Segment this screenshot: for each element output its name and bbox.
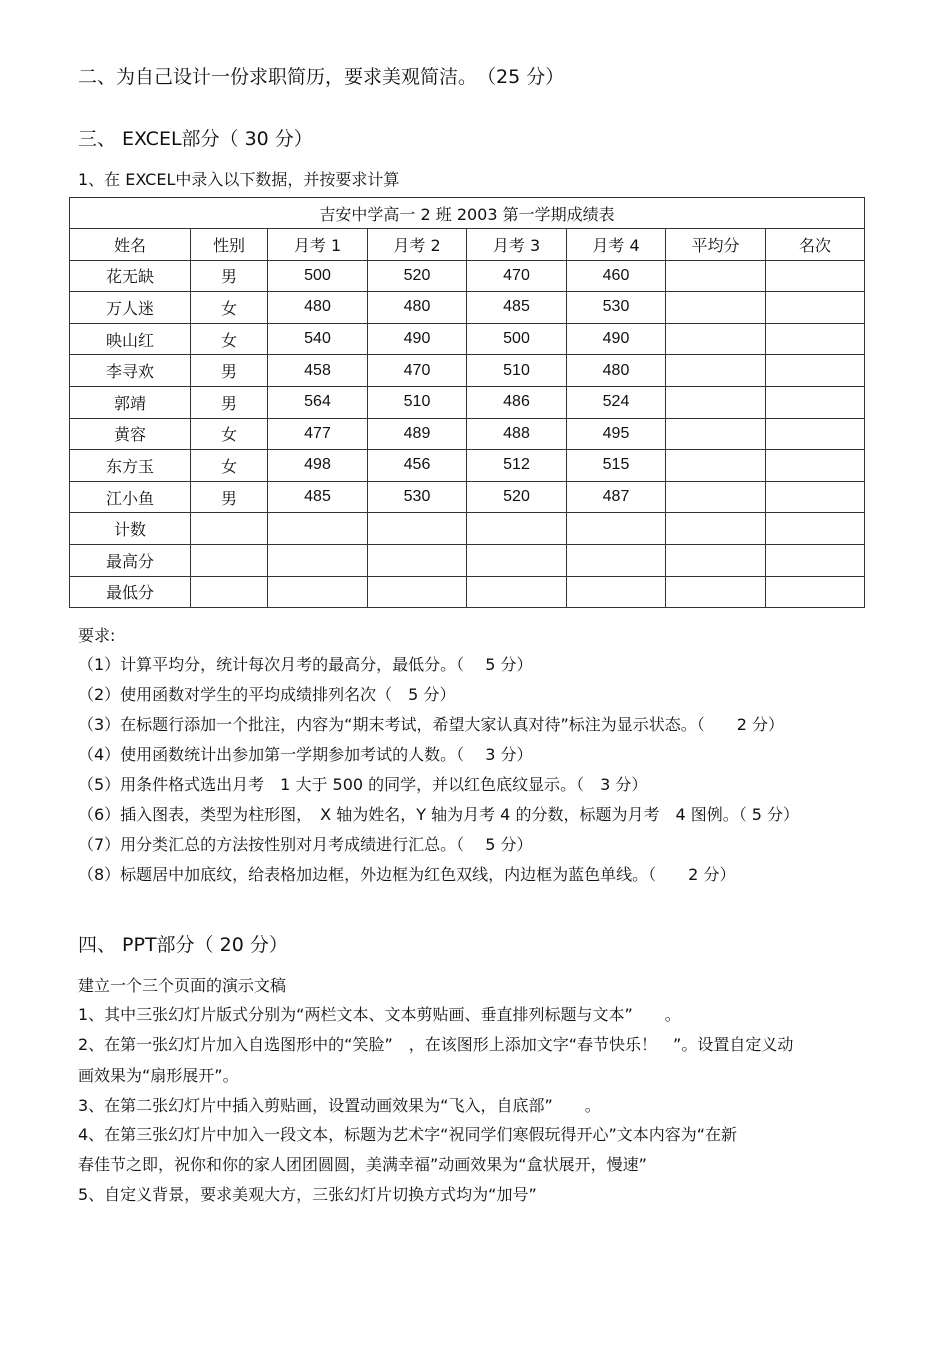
table-cell[interactable]: 男	[191, 386, 268, 418]
ppt-intro: 建立一个三个页面的演示文稿	[78, 976, 287, 995]
table-cell[interactable]	[666, 481, 766, 513]
table-cell[interactable]	[766, 481, 865, 513]
table-cell[interactable]: 530	[368, 481, 467, 513]
table-cell[interactable]: 512	[467, 450, 567, 482]
table-cell[interactable]	[567, 576, 666, 608]
table-cell[interactable]: 540	[268, 323, 368, 355]
table-row	[70, 292, 865, 324]
requirement-item: （1）计算平均分，统计每次月考的最高分，最低分。（ 5 分）	[78, 655, 533, 674]
score-table	[69, 197, 865, 608]
table-cell[interactable]	[191, 513, 268, 545]
table-cell[interactable]: 黄容	[70, 418, 191, 450]
table-cell[interactable]: 510	[467, 355, 567, 387]
table-cell[interactable]	[268, 544, 368, 576]
section3-heading: 三、 EXCEL部分（ 30 分）	[78, 128, 313, 150]
table-cell[interactable]	[467, 576, 567, 608]
table-cell[interactable]: 男	[191, 481, 268, 513]
table-cell[interactable]	[368, 576, 467, 608]
excel-task-1: 1、在 EXCEL中录入以下数据，并按要求计算	[78, 170, 400, 189]
requirement-item: （6）插入图表，类型为柱形图， X 轴为姓名，Y 轴为月考 4 的分数，标题为月考 4 图例。（ 5 分）	[78, 805, 800, 824]
table-row	[70, 386, 865, 418]
table-cell[interactable]: 最低分	[70, 576, 191, 608]
table-cell[interactable]	[666, 450, 766, 482]
table-row	[70, 544, 865, 576]
ppt-task-item: 画效果为“扇形展开”。	[78, 1066, 239, 1085]
table-cell[interactable]: 564	[268, 386, 368, 418]
table-cell[interactable]	[766, 323, 865, 355]
table-cell[interactable]	[666, 576, 766, 608]
table-cell[interactable]	[666, 260, 766, 292]
table-header-row	[70, 229, 865, 261]
table-cell[interactable]	[766, 260, 865, 292]
table-header-cell: 平均分	[666, 229, 766, 261]
table-cell[interactable]	[567, 544, 666, 576]
requirement-item: （4）使用函数统计出参加第一学期参加考试的人数。（ 3 分）	[78, 745, 533, 764]
table-cell[interactable]: 524	[567, 386, 666, 418]
table-header-cell: 月考 3	[467, 229, 567, 261]
table-header-cell: 月考 2	[368, 229, 467, 261]
table-cell[interactable]	[666, 292, 766, 324]
table-header-cell: 月考 4	[567, 229, 666, 261]
table-header-cell: 性别	[191, 229, 268, 261]
table-cell[interactable]	[766, 513, 865, 545]
table-cell[interactable]	[268, 576, 368, 608]
table-cell[interactable]	[268, 513, 368, 545]
table-cell[interactable]: 456	[368, 450, 467, 482]
ppt-task-item: 2、在第一张幻灯片加入自选图形中的“笑脸” ，在该图形上添加文字“春节快乐！ ”。设置自定义动	[78, 1035, 794, 1054]
table-cell[interactable]: 女	[191, 292, 268, 324]
table-cell[interactable]: 李寻欢	[70, 355, 191, 387]
table-cell[interactable]: 男	[191, 260, 268, 292]
table-cell[interactable]: 映山红	[70, 323, 191, 355]
table-cell[interactable]: 480	[368, 292, 467, 324]
section2-heading: 二、为自己设计一份求职简历，要求美观简洁。 （25 分）	[78, 66, 565, 88]
table-cell[interactable]: 510	[368, 386, 467, 418]
table-cell[interactable]	[766, 292, 865, 324]
table-cell[interactable]: 江小鱼	[70, 481, 191, 513]
table-cell[interactable]: 女	[191, 418, 268, 450]
table-cell[interactable]	[467, 513, 567, 545]
table-row	[70, 355, 865, 387]
table-cell[interactable]: 495	[567, 418, 666, 450]
table-cell[interactable]	[666, 355, 766, 387]
table-cell[interactable]: 女	[191, 450, 268, 482]
table-cell[interactable]: 万人迷	[70, 292, 191, 324]
table-cell[interactable]: 男	[191, 355, 268, 387]
table-cell[interactable]: 488	[467, 418, 567, 450]
table-row	[70, 576, 865, 608]
table-header-cell: 月考 1	[268, 229, 368, 261]
requirements-label: 要求:	[78, 626, 116, 645]
table-cell[interactable]: 498	[268, 450, 368, 482]
table-row	[70, 450, 865, 482]
table-cell[interactable]: 花无缺	[70, 260, 191, 292]
table-cell[interactable]: 女	[191, 323, 268, 355]
table-cell[interactable]: 490	[368, 323, 467, 355]
section4-heading: 四、 PPT部分（ 20 分）	[78, 934, 288, 956]
requirement-item: （5）用条件格式选出月考 1 大于 500 的同学，并以红色底纹显示。（ 3 分）	[78, 775, 648, 794]
table-cell[interactable]: 480	[567, 355, 666, 387]
table-cell[interactable]	[766, 355, 865, 387]
requirement-item: （2）使用函数对学生的平均成绩排列名次（ 5 分）	[78, 685, 456, 704]
table-header-cell: 名次	[766, 229, 865, 261]
table-cell[interactable]: 500	[467, 323, 567, 355]
table-cell[interactable]: 郭靖	[70, 386, 191, 418]
table-cell[interactable]: 485	[268, 481, 368, 513]
table-cell[interactable]: 500	[268, 260, 368, 292]
requirement-item: （3）在标题行添加一个批注，内容为“期末考试，希望大家认真对待”标注为显示状态。（ 2 分）	[78, 715, 785, 734]
table-cell[interactable]: 东方玉	[70, 450, 191, 482]
table-cell[interactable]: 计数	[70, 513, 191, 545]
table-cell[interactable]: 458	[268, 355, 368, 387]
table-cell[interactable]	[666, 418, 766, 450]
table-cell[interactable]: 520	[467, 481, 567, 513]
table-cell[interactable]	[666, 323, 766, 355]
requirement-item: （8）标题居中加底纹，给表格加边框，外边框为红色双线，内边框为蓝色单线。（ 2 分）	[78, 865, 736, 884]
table-cell[interactable]	[467, 544, 567, 576]
table-cell[interactable]: 515	[567, 450, 666, 482]
table-row	[70, 260, 865, 292]
table-cell[interactable]: 480	[268, 292, 368, 324]
ppt-task-item: 4、在第三张幻灯片中加入一段文本，标题为艺术字“祝同学们寒假玩得开心”文本内容为“在新	[78, 1125, 738, 1144]
table-cell[interactable]	[368, 513, 467, 545]
table-cell[interactable]	[191, 576, 268, 608]
ppt-task-item: 春佳节之即，祝你和你的家人团团圆圆，美满幸福”动画效果为“盒状展开，慢速”	[78, 1155, 647, 1174]
table-cell[interactable]: 489	[368, 418, 467, 450]
table-header-cell: 姓名	[70, 229, 191, 261]
table-cell[interactable]: 470	[368, 355, 467, 387]
table-title: 吉安中学高一 2 班 2003 第一学期成绩表	[70, 198, 865, 229]
table-cell[interactable]: 490	[567, 323, 666, 355]
table-cell[interactable]	[766, 576, 865, 608]
table-cell[interactable]: 477	[268, 418, 368, 450]
table-row	[70, 481, 865, 513]
table-cell[interactable]	[766, 450, 865, 482]
table-row	[70, 418, 865, 450]
table-cell[interactable]: 530	[567, 292, 666, 324]
ppt-task-item: 3、在第二张幻灯片中插入剪贴画，设置动画效果为“飞入，自底部” 。	[78, 1096, 601, 1115]
table-cell[interactable]	[666, 513, 766, 545]
table-cell[interactable]	[666, 544, 766, 576]
table-cell[interactable]	[368, 544, 467, 576]
ppt-task-item: 1、其中三张幻灯片版式分别为“两栏文本、文本剪贴画、垂直排列标题与文本” 。	[78, 1005, 681, 1024]
table-cell[interactable]: 487	[567, 481, 666, 513]
table-cell[interactable]: 485	[467, 292, 567, 324]
table-cell[interactable]	[567, 513, 666, 545]
table-cell[interactable]	[766, 418, 865, 450]
table-cell[interactable]: 486	[467, 386, 567, 418]
table-cell[interactable]: 最高分	[70, 544, 191, 576]
table-cell[interactable]: 520	[368, 260, 467, 292]
table-cell[interactable]	[766, 544, 865, 576]
table-row	[70, 513, 865, 545]
table-cell[interactable]: 470	[467, 260, 567, 292]
table-row	[70, 323, 865, 355]
table-cell[interactable]	[666, 386, 766, 418]
ppt-task-item: 5、自定义背景，要求美观大方，三张幻灯片切换方式均为“加号”	[78, 1185, 537, 1204]
table-cell[interactable]: 460	[567, 260, 666, 292]
table-cell[interactable]	[766, 386, 865, 418]
table-cell[interactable]	[191, 544, 268, 576]
requirement-item: （7）用分类汇总的方法按性别对月考成绩进行汇总。（ 5 分）	[78, 835, 533, 854]
